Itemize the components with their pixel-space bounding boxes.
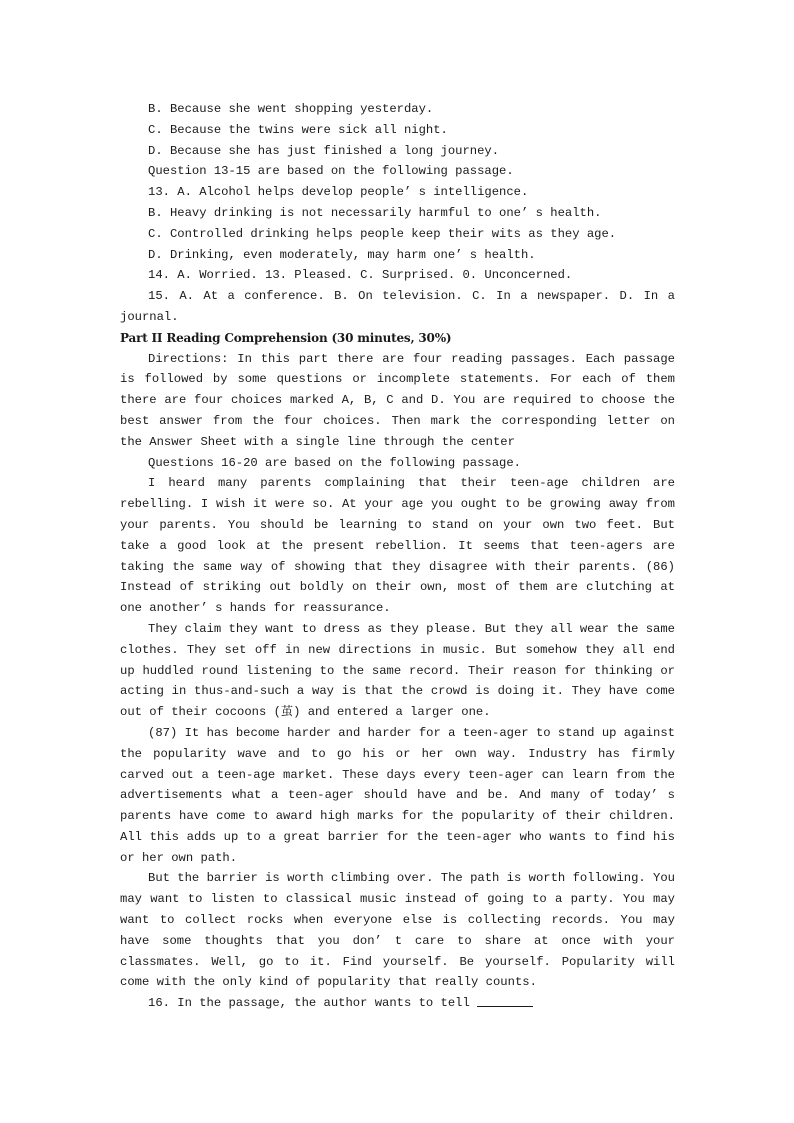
q16-20-intro: Questions 16-20 are based on the following passage. (148, 455, 521, 470)
part2-heading: Part II Reading Comprehension (30 minutes, 30%) (120, 330, 452, 345)
passage-paragraph-1: I heard many parents complaining that their teen-age children are rebelling. I wish it were so. At your age you ought to be growing away from your parents. You should be learning to stand on your own two feet. But take a good look at the present rebellion. It seems that teen-agers are taking the same way of showing that they disagree with their parents. (86) Instead of striking out boldly on their own, most of them are clutching at one another’ s hands for reassurance. (120, 476, 675, 616)
answer-blank (477, 994, 533, 1007)
q16-stem (120, 993, 675, 1014)
q15-options: 15. A. At a conference. B. On television. C. In a newspaper. D. In a journal. (120, 289, 675, 324)
q12-option-d: D. Because she has just finished a long journey. (148, 143, 500, 158)
q16-text: 16. In the passage, the author wants to tell (148, 996, 470, 1011)
passage-paragraph-2: They claim they want to dress as they please. But they all wear the same clothes. They set off in new directions in music. But somehow they all end up huddled round listening to the same record. Their reason for thinking or acting in thus-and-such a way is that the crowd is doing it. They have come out of their cocoons (茧) and entered a larger one. (120, 621, 675, 720)
directions: Directions: In this part there are four reading passages. Each passage is followed by some questions or incomplete statements. For each of them there are four choices marked A, B, C and D. You are required to choose the best answer from the four choices. Then mark the corresponding letter on the Answer Sheet with a single line through the center (120, 351, 675, 449)
q14-options: 14. A. Worried. 13. Pleased. C. Surprised. 0. Unconcerned. (148, 268, 573, 283)
q13-15-intro: Question 13-15 are based on the following passage. (148, 164, 514, 179)
passage-paragraph-4: But the barrier is worth climbing over. The path is worth following. You may want to listen to classical music instead of going to a party. You may want to collect rocks when everyone else is collecting records. You may have some thoughts that you don’ t care to share at once with your classmates. Well, go to it. Find yourself. Be yourself. Popularity will come with the only kind of popularity that really counts. (120, 871, 675, 990)
q13-option-b: B. Heavy drinking is not necessarily harmful to one’ s health. (148, 205, 602, 220)
q13-option-a: 13. A. Alcohol helps develop people’ s intelligence. (148, 185, 529, 200)
passage-paragraph-3: (87) It has become harder and harder for a teen-ager to stand up against the popularity wave and to go his or her own way. Industry has firmly carved out a teen-age market. These days every teen-ager can learn from the advertisements what a teen-ager should have and be. And many of today’ s parents have come to award high marks for the popularity of their children. All this adds up to a great barrier for the teen-ager who wants to find his or her own path. (120, 725, 675, 865)
q13-option-c: C. Controlled drinking helps people keep their wits as they age. (148, 226, 617, 241)
q12-option-c: C. Because the twins were sick all night. (148, 122, 448, 137)
q12-option-b: B. Because she went shopping yesterday. (148, 102, 434, 116)
document-page (120, 99, 675, 1014)
q13-option-d: D. Drinking, even moderately, may harm one’ s health. (148, 247, 536, 262)
